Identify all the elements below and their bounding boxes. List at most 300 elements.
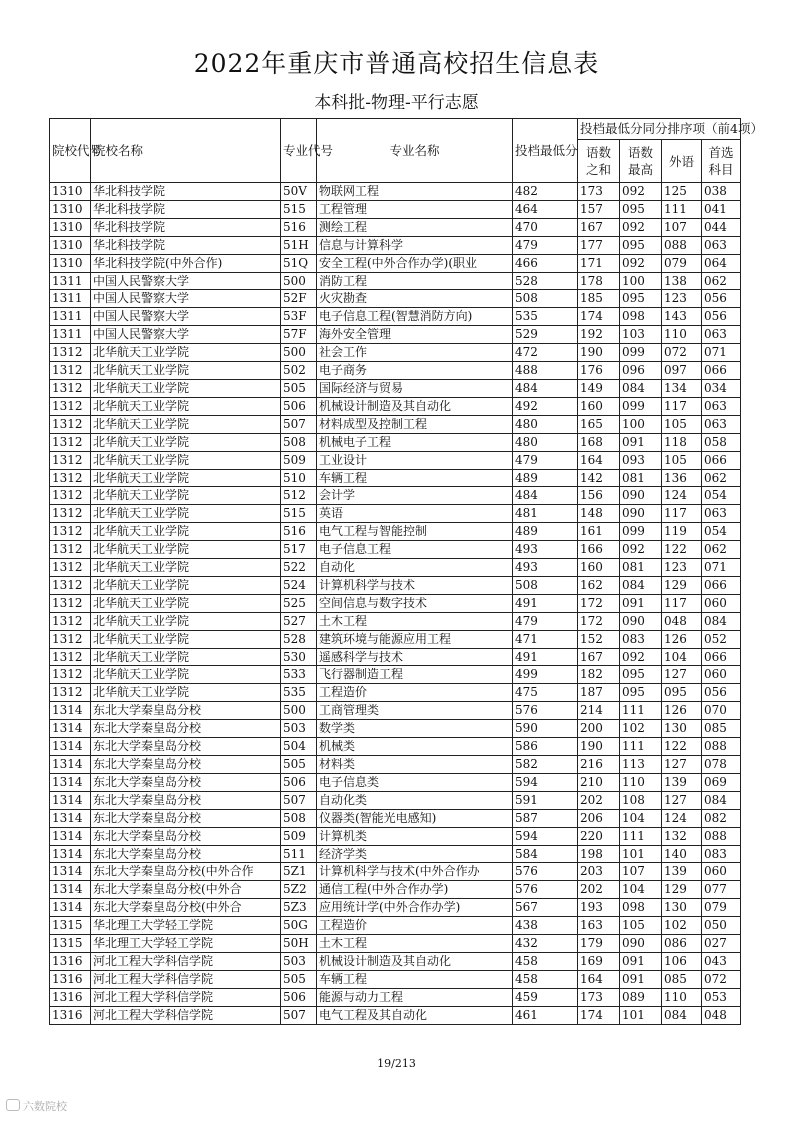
cell-major-code: 57F: [281, 326, 317, 344]
cell-school-name: 东北大学秦皇岛分校(中外合作: [91, 863, 281, 881]
cell-max-score: 092: [620, 218, 662, 236]
cell-school-name: 北华航天工业学院: [91, 541, 281, 559]
cell-school-code: 1312: [50, 559, 91, 577]
cell-foreign-score: 117: [662, 505, 702, 523]
cell-school-name: 河北工程大学科信学院: [91, 952, 281, 970]
cell-first-subject-score: 053: [702, 988, 741, 1006]
cell-first-subject-score: 088: [702, 738, 741, 756]
cell-major-code: 500: [281, 702, 317, 720]
cell-major-code: 506: [281, 988, 317, 1006]
cell-foreign-score: 136: [662, 469, 702, 487]
cell-sum-score: 162: [578, 576, 620, 594]
cell-first-subject-score: 050: [702, 917, 741, 935]
cell-sum-score: 165: [578, 415, 620, 433]
cell-min-score: 529: [513, 326, 578, 344]
cell-major-code: 533: [281, 666, 317, 684]
cell-major-code: 524: [281, 576, 317, 594]
cell-sum-score: 173: [578, 183, 620, 201]
cell-school-name: 北华航天工业学院: [91, 344, 281, 362]
cell-sum-score: 171: [578, 254, 620, 272]
cell-foreign-score: 102: [662, 917, 702, 935]
cell-school-name: 东北大学秦皇岛分校: [91, 738, 281, 756]
cell-major-code: 528: [281, 630, 317, 648]
cell-sum-score: 216: [578, 756, 620, 774]
table-row: [50, 344, 741, 362]
header-tiebreak: 投档最低分同分排序项（前4项）: [578, 119, 741, 140]
cell-min-score: 471: [513, 630, 578, 648]
table-row: [50, 379, 741, 397]
cell-school-name: 东北大学秦皇岛分校: [91, 827, 281, 845]
cell-max-score: 111: [620, 702, 662, 720]
table-row: [50, 254, 741, 272]
cell-major-name: 空间信息与数字技术: [317, 594, 513, 612]
cell-foreign-score: 072: [662, 344, 702, 362]
cell-school-code: 1316: [50, 952, 91, 970]
cell-major-name: 应用统计学(中外合作办学): [317, 899, 513, 917]
table-row: [50, 863, 741, 881]
cell-min-score: 508: [513, 576, 578, 594]
cell-school-name: 北华航天工业学院: [91, 612, 281, 630]
cell-major-name: 工程造价: [317, 917, 513, 935]
cell-max-score: 092: [620, 648, 662, 666]
admission-table: [49, 118, 763, 1025]
cell-min-score: 479: [513, 612, 578, 630]
cell-foreign-score: 126: [662, 630, 702, 648]
cell-first-subject-score: 069: [702, 773, 741, 791]
cell-major-code: 5Z2: [281, 881, 317, 899]
cell-first-subject-score: 056: [702, 290, 741, 308]
cell-major-name: 安全工程(中外合作办学)(职业: [317, 254, 513, 272]
cell-min-score: 470: [513, 218, 578, 236]
cell-first-subject-score: 043: [702, 952, 741, 970]
cell-min-score: 491: [513, 594, 578, 612]
header-major-name: 专业名称: [317, 119, 513, 183]
cell-major-code: 51H: [281, 236, 317, 254]
cell-sum-score: 163: [578, 917, 620, 935]
cell-foreign-score: 124: [662, 487, 702, 505]
table-row: [50, 290, 741, 308]
cell-min-score: 482: [513, 183, 578, 201]
cell-sum-score: 220: [578, 827, 620, 845]
watermark: [6, 1098, 67, 1114]
cell-foreign-score: 118: [662, 433, 702, 451]
cell-first-subject-score: 060: [702, 594, 741, 612]
table-row: [50, 970, 741, 988]
cell-first-subject-score: 064: [702, 254, 741, 272]
cell-min-score: 459: [513, 988, 578, 1006]
cell-school-name: 河北工程大学科信学院: [91, 970, 281, 988]
cell-major-name: 建筑环境与能源应用工程: [317, 630, 513, 648]
cell-max-score: 107: [620, 863, 662, 881]
cell-foreign-score: 086: [662, 935, 702, 953]
cell-major-code: 504: [281, 738, 317, 756]
cell-school-name: 北华航天工业学院: [91, 559, 281, 577]
cell-sum-score: 210: [578, 773, 620, 791]
cell-major-name: 工业设计: [317, 451, 513, 469]
cell-major-name: 经济学类: [317, 845, 513, 863]
cell-school-name: 北华航天工业学院: [91, 666, 281, 684]
cell-max-score: 095: [620, 200, 662, 218]
cell-first-subject-score: 058: [702, 433, 741, 451]
cell-foreign-score: 097: [662, 362, 702, 380]
cell-foreign-score: 138: [662, 272, 702, 290]
page-subtitle: 本科批-物理-平行志愿: [314, 93, 479, 113]
cell-max-score: 090: [620, 505, 662, 523]
cell-min-score: 475: [513, 684, 578, 702]
table-row: [50, 183, 741, 201]
cell-major-name: 电子信息工程: [317, 541, 513, 559]
cell-sum-score: 190: [578, 344, 620, 362]
cell-school-code: 1312: [50, 397, 91, 415]
cell-max-score: 099: [620, 523, 662, 541]
cell-major-code: 53F: [281, 308, 317, 326]
cell-min-score: 458: [513, 952, 578, 970]
cell-min-score: 480: [513, 415, 578, 433]
cell-sum-score: 172: [578, 612, 620, 630]
cell-foreign-score: 139: [662, 863, 702, 881]
cell-major-name: 电气工程与智能控制: [317, 523, 513, 541]
cell-max-score: 081: [620, 469, 662, 487]
table-row: [50, 648, 741, 666]
cell-major-code: 502: [281, 362, 317, 380]
cell-first-subject-score: 071: [702, 559, 741, 577]
cell-foreign-score: 123: [662, 559, 702, 577]
table-row: [50, 738, 741, 756]
cell-min-score: 535: [513, 308, 578, 326]
cell-school-code: 1311: [50, 326, 91, 344]
cell-school-name: 北华航天工业学院: [91, 487, 281, 505]
cell-max-score: 100: [620, 272, 662, 290]
cell-max-score: 101: [620, 1006, 662, 1024]
cell-foreign-score: 085: [662, 970, 702, 988]
cell-school-code: 1314: [50, 881, 91, 899]
cell-major-name: 电气工程及其自动化: [317, 1006, 513, 1024]
cell-foreign-score: 104: [662, 648, 702, 666]
cell-sum-score: 190: [578, 738, 620, 756]
cell-foreign-score: 130: [662, 899, 702, 917]
cell-sum-score: 178: [578, 272, 620, 290]
cell-school-code: 1312: [50, 648, 91, 666]
cell-school-name: 东北大学秦皇岛分校: [91, 702, 281, 720]
cell-foreign-score: 140: [662, 845, 702, 863]
cell-min-score: 576: [513, 863, 578, 881]
cell-major-name: 材料成型及控制工程: [317, 415, 513, 433]
cell-school-name: 华北科技学院: [91, 183, 281, 201]
cell-max-score: 095: [620, 666, 662, 684]
cell-major-name: 会计学: [317, 487, 513, 505]
cell-sum-score: 177: [578, 236, 620, 254]
cell-school-code: 1311: [50, 272, 91, 290]
cell-first-subject-score: 060: [702, 863, 741, 881]
cell-school-name: 河北工程大学科信学院: [91, 1006, 281, 1024]
cell-major-code: 506: [281, 773, 317, 791]
cell-foreign-score: 111: [662, 200, 702, 218]
table-row: [50, 218, 741, 236]
cell-first-subject-score: 084: [702, 791, 741, 809]
cell-school-code: 1312: [50, 362, 91, 380]
cell-major-code: 500: [281, 344, 317, 362]
cell-max-score: 108: [620, 791, 662, 809]
cell-max-score: 105: [620, 917, 662, 935]
cell-first-subject-score: 054: [702, 487, 741, 505]
cell-first-subject-score: 044: [702, 218, 741, 236]
cell-school-name: 华北科技学院: [91, 218, 281, 236]
cell-major-code: 522: [281, 559, 317, 577]
table-body: [50, 183, 741, 1025]
cell-major-name: 社会工作: [317, 344, 513, 362]
cell-major-name: 机械类: [317, 738, 513, 756]
cell-major-name: 物联网工程: [317, 183, 513, 201]
header-school-name: 院校名称: [91, 119, 281, 183]
cell-foreign-score: 079: [662, 254, 702, 272]
cell-major-code: 50G: [281, 917, 317, 935]
cell-max-score: 096: [620, 362, 662, 380]
cell-school-code: 1316: [50, 1006, 91, 1024]
cell-school-code: 1312: [50, 505, 91, 523]
cell-min-score: 481: [513, 505, 578, 523]
cell-major-code: 50V: [281, 183, 317, 201]
cell-first-subject-score: 085: [702, 720, 741, 738]
cell-school-name: 北华航天工业学院: [91, 433, 281, 451]
cell-max-score: 095: [620, 236, 662, 254]
cell-min-score: 493: [513, 559, 578, 577]
cell-max-score: 092: [620, 254, 662, 272]
table-row: [50, 469, 741, 487]
table-row: [50, 845, 741, 863]
cell-max-score: 081: [620, 559, 662, 577]
cell-school-name: 华北科技学院: [91, 236, 281, 254]
cell-sum-score: 149: [578, 379, 620, 397]
cell-school-code: 1310: [50, 254, 91, 272]
cell-first-subject-score: 062: [702, 541, 741, 559]
cell-sum-score: 160: [578, 559, 620, 577]
cell-min-score: 480: [513, 433, 578, 451]
cell-sum-score: 142: [578, 469, 620, 487]
table-row: [50, 791, 741, 809]
cell-school-code: 1311: [50, 308, 91, 326]
table-row: [50, 559, 741, 577]
cell-first-subject-score: 063: [702, 415, 741, 433]
cell-school-name: 北华航天工业学院: [91, 594, 281, 612]
cell-school-name: 北华航天工业学院: [91, 648, 281, 666]
cell-min-score: 594: [513, 827, 578, 845]
cell-school-code: 1312: [50, 612, 91, 630]
cell-school-code: 1314: [50, 899, 91, 917]
cell-school-name: 华北理工大学轻工学院: [91, 917, 281, 935]
cell-first-subject-score: 052: [702, 630, 741, 648]
cell-max-score: 095: [620, 684, 662, 702]
cell-max-score: 101: [620, 845, 662, 863]
cell-min-score: 438: [513, 917, 578, 935]
cell-sum-score: 198: [578, 845, 620, 863]
table-row: [50, 415, 741, 433]
cell-sum-score: 172: [578, 594, 620, 612]
page-title: 2022年重庆市普通高校招生信息表: [193, 49, 600, 78]
cell-first-subject-score: 066: [702, 648, 741, 666]
cell-foreign-score: 125: [662, 183, 702, 201]
cell-first-subject-score: 063: [702, 505, 741, 523]
cell-major-name: 消防工程: [317, 272, 513, 290]
cell-major-name: 电子商务: [317, 362, 513, 380]
table-row: [50, 236, 741, 254]
table-row: [50, 917, 741, 935]
cell-school-name: 东北大学秦皇岛分校: [91, 756, 281, 774]
cell-first-subject-score: 062: [702, 469, 741, 487]
table-row: [50, 594, 741, 612]
cell-min-score: 508: [513, 290, 578, 308]
cell-min-score: 590: [513, 720, 578, 738]
cell-sum-score: 166: [578, 541, 620, 559]
cell-major-code: 50H: [281, 935, 317, 953]
cell-max-score: 092: [620, 183, 662, 201]
cell-school-name: 华北科技学院: [91, 200, 281, 218]
cell-min-score: 591: [513, 791, 578, 809]
cell-foreign-score: 122: [662, 541, 702, 559]
cell-min-score: 461: [513, 1006, 578, 1024]
cell-school-code: 1310: [50, 236, 91, 254]
cell-major-code: 503: [281, 952, 317, 970]
cell-max-score: 099: [620, 397, 662, 415]
cell-major-name: 车辆工程: [317, 469, 513, 487]
cell-foreign-score: 139: [662, 773, 702, 791]
cell-max-score: 098: [620, 308, 662, 326]
cell-min-score: 586: [513, 738, 578, 756]
cell-school-code: 1312: [50, 594, 91, 612]
cell-foreign-score: 095: [662, 684, 702, 702]
cell-first-subject-score: 062: [702, 272, 741, 290]
table-row: [50, 773, 741, 791]
table-row: [50, 720, 741, 738]
cell-first-subject-score: 066: [702, 451, 741, 469]
cell-major-name: 计算机科学与技术: [317, 576, 513, 594]
cell-foreign-score: 127: [662, 666, 702, 684]
cell-school-code: 1314: [50, 863, 91, 881]
cell-foreign-score: 048: [662, 612, 702, 630]
cell-sum-score: 179: [578, 935, 620, 953]
cell-school-name: 华北理工大学轻工学院: [91, 935, 281, 953]
cell-school-name: 北华航天工业学院: [91, 379, 281, 397]
cell-first-subject-score: 082: [702, 809, 741, 827]
cell-major-name: 仪器类(智能光电感知): [317, 809, 513, 827]
cell-school-code: 1314: [50, 845, 91, 863]
header-sub-sum: 语数之和: [578, 140, 620, 183]
cell-major-code: 509: [281, 451, 317, 469]
table-row: [50, 200, 741, 218]
cell-major-code: 517: [281, 541, 317, 559]
cell-min-score: 493: [513, 541, 578, 559]
cell-major-name: 电子信息类: [317, 773, 513, 791]
cell-sum-score: 185: [578, 290, 620, 308]
cell-major-code: 516: [281, 523, 317, 541]
cell-min-score: 576: [513, 702, 578, 720]
table-row: [50, 899, 741, 917]
cell-school-name: 北华航天工业学院: [91, 397, 281, 415]
cell-min-score: 582: [513, 756, 578, 774]
cell-first-subject-score: 063: [702, 236, 741, 254]
cell-school-name: 东北大学秦皇岛分校: [91, 720, 281, 738]
cell-major-code: 535: [281, 684, 317, 702]
table-row: [50, 272, 741, 290]
cell-major-code: 5Z3: [281, 899, 317, 917]
cell-major-name: 能源与动力工程: [317, 988, 513, 1006]
cell-first-subject-score: 071: [702, 344, 741, 362]
cell-foreign-score: 132: [662, 827, 702, 845]
cell-first-subject-score: 066: [702, 362, 741, 380]
cell-school-code: 1314: [50, 773, 91, 791]
cell-major-code: 507: [281, 415, 317, 433]
cell-school-name: 东北大学秦皇岛分校: [91, 773, 281, 791]
cell-max-score: 098: [620, 899, 662, 917]
cell-sum-score: 193: [578, 899, 620, 917]
cell-school-name: 中国人民警察大学: [91, 308, 281, 326]
cell-school-code: 1312: [50, 487, 91, 505]
cell-school-code: 1312: [50, 433, 91, 451]
cell-school-name: 中国人民警察大学: [91, 272, 281, 290]
cell-sum-score: 168: [578, 433, 620, 451]
cell-school-code: 1312: [50, 469, 91, 487]
table-header: [50, 119, 763, 183]
cell-sum-score: 160: [578, 397, 620, 415]
table-row: [50, 397, 741, 415]
table-row: [50, 702, 741, 720]
cell-major-name: 机械设计制造及其自动化: [317, 952, 513, 970]
cell-first-subject-score: 070: [702, 702, 741, 720]
cell-first-subject-score: 078: [702, 756, 741, 774]
header-sub-foreign: 外语: [662, 140, 702, 183]
cell-major-code: 500: [281, 272, 317, 290]
cell-max-score: 104: [620, 809, 662, 827]
cell-major-name: 遥感科学与技术: [317, 648, 513, 666]
cell-school-name: 华北科技学院(中外合作): [91, 254, 281, 272]
cell-sum-score: 192: [578, 326, 620, 344]
cell-major-name: 自动化: [317, 559, 513, 577]
header-sub-first: 首选科目: [702, 140, 741, 183]
cell-school-code: 1310: [50, 183, 91, 201]
cell-foreign-score: 105: [662, 451, 702, 469]
cell-max-score: 099: [620, 344, 662, 362]
cell-max-score: 089: [620, 988, 662, 1006]
cell-school-code: 1314: [50, 791, 91, 809]
cell-major-code: 506: [281, 397, 317, 415]
cell-first-subject-score: 088: [702, 827, 741, 845]
cell-school-name: 中国人民警察大学: [91, 290, 281, 308]
cell-min-score: 587: [513, 809, 578, 827]
header-min-score: 投档最低分: [513, 119, 578, 183]
cell-min-score: 584: [513, 845, 578, 863]
cell-major-code: 515: [281, 505, 317, 523]
table-row: [50, 1006, 741, 1024]
cell-min-score: 458: [513, 970, 578, 988]
cell-min-score: 484: [513, 487, 578, 505]
cell-sum-score: 182: [578, 666, 620, 684]
cell-sum-score: 187: [578, 684, 620, 702]
cell-school-name: 东北大学秦皇岛分校(中外合: [91, 881, 281, 899]
table-row: [50, 451, 741, 469]
cell-major-name: 火灾勘查: [317, 290, 513, 308]
cell-foreign-score: 105: [662, 415, 702, 433]
cell-sum-score: 202: [578, 881, 620, 899]
cell-first-subject-score: 084: [702, 612, 741, 630]
table-row: [50, 684, 741, 702]
cell-school-name: 东北大学秦皇岛分校: [91, 845, 281, 863]
header-school-code: 院校代号: [50, 119, 91, 183]
cell-max-score: 090: [620, 612, 662, 630]
cell-foreign-score: 134: [662, 379, 702, 397]
cell-foreign-score: 127: [662, 756, 702, 774]
cell-major-code: 530: [281, 648, 317, 666]
cell-sum-score: 173: [578, 988, 620, 1006]
cell-major-code: 507: [281, 791, 317, 809]
